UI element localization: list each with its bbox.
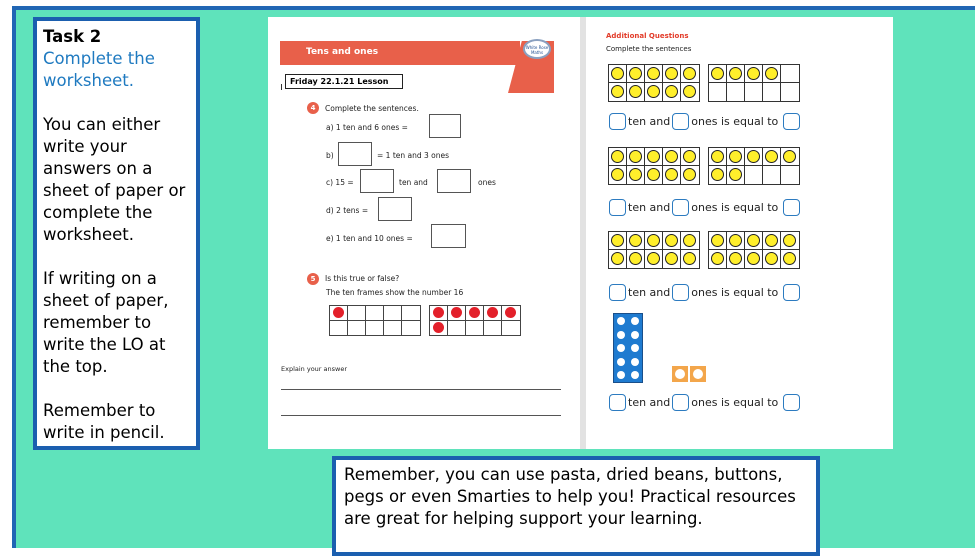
yellow-counter — [729, 252, 742, 265]
ten-frame-cell — [663, 250, 681, 268]
q4a-text: a) 1 ten and 6 ones = — [326, 123, 408, 132]
answer-box[interactable] — [609, 284, 626, 301]
ten-frame-cell — [645, 148, 663, 166]
yellow-counter — [783, 234, 796, 247]
ten-frame-cell — [627, 83, 645, 101]
ten-frame-cell — [781, 65, 799, 83]
yellow-ten-frame — [608, 64, 700, 102]
yellow-ten-frame — [708, 64, 800, 102]
yellow-counter — [729, 150, 742, 163]
yellow-counter — [729, 67, 742, 80]
base-ten-unit — [614, 355, 628, 369]
ten-frame-right-row2 — [429, 320, 521, 336]
yellow-counter — [765, 67, 778, 80]
yellow-counter — [765, 234, 778, 247]
yellow-counter — [629, 150, 642, 163]
yellow-counter — [629, 85, 642, 98]
yellow-ten-frame — [608, 147, 700, 185]
ten-frame-cell — [727, 83, 745, 101]
q4c-answer-box-1 — [360, 169, 394, 193]
yellow-counter — [647, 150, 660, 163]
yellow-counter — [665, 150, 678, 163]
ten-frame-cell — [681, 65, 699, 83]
red-counter — [451, 307, 462, 318]
worksheet-banner: Tens and ones — [280, 41, 520, 65]
base-ten-unit — [614, 328, 628, 342]
sentence-text-ten: ten and — [628, 201, 671, 214]
base-ten-unit — [614, 368, 628, 382]
question-5-number: 5 — [307, 273, 319, 285]
ten-frame-cell — [745, 148, 763, 166]
base-ten-unit — [628, 368, 642, 382]
answer-box[interactable] — [783, 199, 800, 216]
ten-frame-cell — [609, 232, 627, 250]
additional-questions-title: Additional Questions — [606, 32, 689, 40]
yellow-counter — [629, 67, 642, 80]
ten-frame-cell — [663, 65, 681, 83]
answer-box[interactable] — [783, 284, 800, 301]
yellow-ten-frame — [708, 231, 800, 269]
margin-tick — [281, 84, 282, 90]
yellow-counter — [711, 150, 724, 163]
yellow-counter — [747, 252, 760, 265]
ten-frame-cell — [745, 250, 763, 268]
red-counter — [433, 322, 444, 333]
q4b-label: b) — [326, 151, 334, 160]
base-ten-stick — [613, 313, 643, 383]
ten-frame-cell — [466, 306, 484, 320]
ten-frame-cell — [627, 65, 645, 83]
answer-box[interactable] — [672, 199, 689, 216]
base-ten-unit — [628, 328, 642, 342]
ten-frame-cell — [348, 306, 366, 320]
sentence-row-3 — [607, 284, 802, 301]
single-cube — [690, 366, 706, 382]
ten-frame-cell — [627, 148, 645, 166]
ten-frame-cell — [781, 83, 799, 101]
ten-frame-left-row2 — [329, 320, 421, 336]
question-4-text: Complete the sentences. — [325, 104, 419, 113]
ten-frame-cell — [781, 148, 799, 166]
question-4-number: 4 — [307, 102, 319, 114]
ten-frame-cell — [430, 321, 448, 335]
yellow-counter — [629, 234, 642, 247]
ten-frame-cell — [366, 321, 384, 335]
ten-frame-cell — [763, 65, 781, 83]
sentence-row-1 — [607, 113, 802, 130]
yellow-counter — [683, 168, 696, 181]
yellow-counter — [783, 252, 796, 265]
base-ten-unit — [628, 341, 642, 355]
yellow-counter — [683, 85, 696, 98]
ten-frame-cell — [366, 306, 384, 320]
ten-frame-cell — [709, 166, 727, 184]
ten-frame-cell — [348, 321, 366, 335]
ten-frame-cell — [627, 250, 645, 268]
ten-frame-cell — [663, 148, 681, 166]
ten-frame-cell — [763, 148, 781, 166]
ten-frame-cell — [609, 148, 627, 166]
ten-frame-cell — [709, 148, 727, 166]
lesson-date-box: Friday 22.1.21 Lesson — [285, 74, 403, 89]
ten-frame-cell — [763, 250, 781, 268]
ten-frame-cell — [781, 166, 799, 184]
ten-frame-cell — [402, 306, 420, 320]
yellow-counter — [765, 252, 778, 265]
answer-box[interactable] — [672, 394, 689, 411]
ten-frame-cell — [663, 83, 681, 101]
yellow-counter — [611, 150, 624, 163]
ten-frame-cell — [681, 232, 699, 250]
yellow-counter — [665, 168, 678, 181]
ten-frame-cell — [627, 232, 645, 250]
ten-frame-right — [429, 305, 521, 321]
answer-box[interactable] — [783, 394, 800, 411]
white-rose-logo: White Rose Maths — [523, 39, 551, 59]
question-5-text: Is this true or false? — [325, 274, 400, 283]
yellow-counter — [665, 67, 678, 80]
ten-frame-cell — [384, 321, 402, 335]
q4c-text-3: ones — [478, 178, 496, 187]
yellow-counter — [629, 252, 642, 265]
ten-frame-cell — [502, 306, 520, 320]
task-paragraph-1: You can either write your answers on a sheet of paper or complete the worksheet. — [43, 115, 186, 244]
answer-box[interactable] — [609, 113, 626, 130]
yellow-counter — [729, 234, 742, 247]
ten-frame-cell — [781, 250, 799, 268]
q4c-text-1: c) 15 = — [326, 178, 354, 187]
ten-frame-cell — [681, 166, 699, 184]
yellow-counter — [711, 168, 724, 181]
answer-line — [281, 389, 561, 390]
ten-frame-cell — [745, 232, 763, 250]
yellow-counter — [747, 150, 760, 163]
q4c-text-2: ten and — [399, 178, 428, 187]
ten-frame-cell — [430, 306, 448, 320]
yellow-counter — [747, 234, 760, 247]
task-paragraph-3: Remember to write in pencil. — [43, 401, 165, 442]
ten-frame-cell — [763, 83, 781, 101]
sentence-text-ones: ones is equal to — [691, 396, 779, 409]
ten-frame-cell — [681, 83, 699, 101]
yellow-counter — [683, 150, 696, 163]
ten-frame-cell — [745, 83, 763, 101]
ten-frame-cell — [330, 306, 348, 320]
yellow-counter — [629, 168, 642, 181]
ten-frame-cell — [645, 65, 663, 83]
ten-frame-cell — [466, 321, 484, 335]
ten-frame-cell — [384, 306, 402, 320]
sentence-text-ten: ten and — [628, 286, 671, 299]
task-paragraph-2: If writing on a sheet of paper, remember to write the LO at the top. — [43, 269, 169, 376]
q4d-text: d) 2 tens = — [326, 206, 369, 215]
sentence-text-ones: ones is equal to — [691, 286, 779, 299]
ten-frame-cell — [727, 148, 745, 166]
red-counter — [505, 307, 516, 318]
ten-frame-cell — [448, 306, 466, 320]
ten-frame-cell — [727, 232, 745, 250]
ten-frame-cell — [681, 148, 699, 166]
question-5-subtext: The ten frames show the number 16 — [326, 288, 464, 297]
explain-label: Explain your answer — [281, 365, 348, 373]
yellow-ten-frame — [708, 147, 800, 185]
additional-questions-subtitle: Complete the sentences — [606, 45, 692, 53]
ten-frame-cell — [448, 321, 466, 335]
ten-frame-cell — [781, 232, 799, 250]
ten-frame-left — [329, 305, 421, 321]
ten-frame-cell — [727, 65, 745, 83]
ten-frame-cell — [645, 83, 663, 101]
yellow-counter — [647, 252, 660, 265]
yellow-counter — [711, 234, 724, 247]
worksheet-image — [268, 17, 893, 449]
yellow-counter — [783, 150, 796, 163]
ten-frame-cell — [727, 250, 745, 268]
single-cube — [672, 366, 688, 382]
sentence-text-ones: ones is equal to — [691, 201, 779, 214]
yellow-counter — [665, 252, 678, 265]
task-instructions-box — [33, 17, 200, 450]
answer-box[interactable] — [783, 113, 800, 130]
ten-frame-cell — [645, 250, 663, 268]
yellow-counter — [683, 234, 696, 247]
yellow-counter — [611, 234, 624, 247]
yellow-counter — [683, 67, 696, 80]
ten-frame-cell — [402, 321, 420, 335]
ten-frame-cell — [330, 321, 348, 335]
answer-box[interactable] — [672, 284, 689, 301]
red-counter — [487, 307, 498, 318]
ten-frame-cell — [709, 250, 727, 268]
worksheet-right-page — [586, 17, 893, 449]
red-counter — [333, 307, 344, 318]
yellow-counter — [647, 234, 660, 247]
answer-box[interactable] — [609, 199, 626, 216]
yellow-counter — [747, 67, 760, 80]
task-title: Task 2 — [43, 27, 102, 46]
yellow-counter — [665, 85, 678, 98]
yellow-counter — [711, 67, 724, 80]
yellow-counter — [665, 234, 678, 247]
yellow-counter — [647, 168, 660, 181]
ten-frame-cell — [609, 250, 627, 268]
base-ten-unit — [614, 314, 628, 328]
ten-frame-cell — [609, 65, 627, 83]
ten-frame-cell — [484, 321, 502, 335]
practical-resources-note — [332, 456, 820, 556]
sentence-text-ten: ten and — [628, 115, 671, 128]
ten-frame-cell — [727, 166, 745, 184]
ten-frame-cell — [745, 166, 763, 184]
q4c-answer-box-2 — [437, 169, 471, 193]
sentence-text-ones: ones is equal to — [691, 115, 779, 128]
ten-frame-cell — [763, 232, 781, 250]
yellow-counter — [711, 252, 724, 265]
sentence-text-ten: ten and — [628, 396, 671, 409]
ten-frame-cell — [663, 232, 681, 250]
ten-frame-cell — [709, 83, 727, 101]
base-ten-unit — [628, 314, 642, 328]
sentence-row-4 — [607, 394, 802, 411]
ten-frame-cell — [709, 65, 727, 83]
yellow-ten-frame — [608, 231, 700, 269]
ten-frame-cell — [609, 166, 627, 184]
answer-line — [281, 415, 561, 416]
yellow-counter — [611, 168, 624, 181]
q4b-text: = 1 ten and 3 ones — [377, 151, 450, 160]
yellow-counter — [611, 85, 624, 98]
q4e-text: e) 1 ten and 10 ones = — [326, 234, 413, 243]
yellow-counter — [729, 168, 742, 181]
ten-frame-cell — [484, 306, 502, 320]
ten-frame-cell — [609, 83, 627, 101]
base-ten-unit — [628, 355, 642, 369]
yellow-counter — [647, 67, 660, 80]
ten-frame-cell — [663, 166, 681, 184]
task-subtitle: Complete the worksheet. — [43, 49, 155, 90]
ten-frame-cell — [763, 166, 781, 184]
worksheet-left-page — [268, 17, 580, 449]
yellow-counter — [765, 150, 778, 163]
base-ten-unit — [614, 341, 628, 355]
q4e-answer-box — [431, 224, 466, 248]
ten-frame-cell — [645, 166, 663, 184]
red-counter — [469, 307, 480, 318]
ten-frame-cell — [645, 232, 663, 250]
ten-frame-cell — [745, 65, 763, 83]
ten-frame-cell — [502, 321, 520, 335]
q4b-answer-box — [338, 142, 372, 166]
answer-box[interactable] — [609, 394, 626, 411]
yellow-counter — [611, 252, 624, 265]
ten-frame-cell — [709, 232, 727, 250]
red-counter — [433, 307, 444, 318]
q4d-answer-box — [378, 197, 412, 221]
yellow-counter — [683, 252, 696, 265]
sentence-row-2 — [607, 199, 802, 216]
note-text: Remember, you can use pasta, dried beans, buttons, pegs or even Smarties to help you! Practical resources are great for helping support your learning. — [344, 465, 796, 528]
ten-frame-cell — [627, 166, 645, 184]
q4a-answer-box — [429, 114, 461, 138]
yellow-counter — [611, 67, 624, 80]
ten-frame-cell — [681, 250, 699, 268]
yellow-counter — [647, 85, 660, 98]
answer-box[interactable] — [672, 113, 689, 130]
